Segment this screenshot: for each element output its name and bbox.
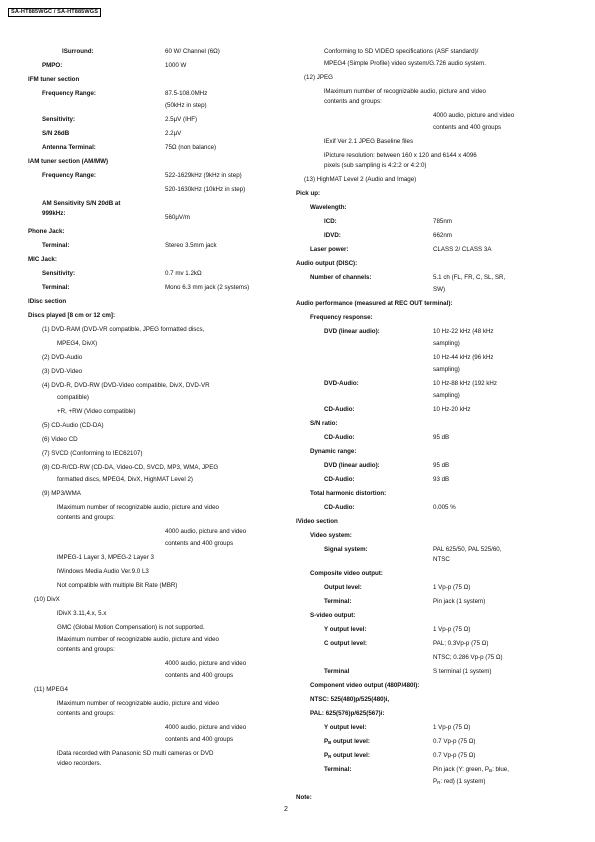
page-number: 2	[284, 806, 288, 813]
spec-line: 1 Vp-p (75 Ω)	[433, 724, 471, 731]
spec-line: Discs played [8 cm or 12 cm]:	[28, 312, 116, 319]
spec-line: DVD (linear audio):	[324, 462, 380, 469]
spec-line: sampling)	[433, 340, 460, 347]
spec-line: 560μV/m	[165, 214, 190, 221]
spec-line: (12) JPEG	[304, 74, 333, 81]
spec-line: DVD (linear audio):	[324, 328, 380, 335]
spec-line: Stereo 3.5mm jack	[165, 242, 217, 249]
spec-line: Output level:	[324, 584, 362, 591]
spec-line: S/N ratio:	[310, 420, 338, 427]
spec-line: lMPEG-1 Layer 3, MPEG-2 Layer 3	[57, 554, 154, 561]
spec-line: Video system:	[310, 532, 352, 539]
spec-line: $P_B$ output level:	[324, 738, 370, 745]
spec-line: video recorders.	[57, 760, 102, 767]
spec-line: Mono 6.3 mm jack (2 systems)	[165, 284, 250, 291]
spec-line: (4) DVD-R, DVD-RW (DVD-Video compatible, DivX, DVD-VR	[42, 382, 210, 389]
spec-line: 1000 W	[165, 62, 187, 69]
spec-line: MPEG4, DivX)	[57, 340, 98, 347]
spec-line: NTSC; 0.286 Vp-p (75 Ω)	[433, 654, 503, 661]
spec-line: Phone Jack:	[28, 228, 65, 235]
spec-line: NTSC	[433, 556, 450, 563]
spec-line: Frequency Range:	[42, 90, 96, 97]
spec-line: lDVD:	[324, 232, 341, 239]
spec-line: (2) DVD-Audio	[42, 354, 83, 361]
spec-line: CD-Audio:	[324, 476, 355, 483]
spec-line: Conforming to SD VIDEO specifications (ASF standard)/	[324, 48, 479, 55]
spec-line: PMPO:	[42, 62, 63, 69]
spec-line: 4000 audio, picture and video	[165, 528, 247, 535]
spec-line: Terminal:	[42, 284, 70, 291]
spec-line: Terminal:	[42, 242, 70, 249]
spec-line: sampling)	[433, 392, 460, 399]
spec-line: lSurround:	[62, 48, 94, 55]
spec-line: Sensitivity:	[42, 270, 76, 277]
spec-line: Total harmonic distortion:	[310, 490, 387, 497]
spec-line: 4000 audio, picture and video	[165, 660, 247, 667]
spec-line: lCD:	[324, 218, 337, 225]
spec-line: Wavelength:	[310, 204, 347, 211]
spec-line: 1 Vp-p (75 Ω)	[433, 584, 471, 591]
spec-line: CD-Audio:	[324, 406, 355, 413]
spec-line: PAL; 0.3Vp-p (75 Ω)	[433, 640, 489, 647]
spec-line: 785nm	[433, 218, 452, 225]
spec-line: +R, +RW (Video compatible)	[57, 408, 136, 415]
spec-line: Terminal	[324, 668, 350, 675]
spec-line: Y output level:	[324, 724, 367, 731]
spec-line: (10) DivX	[34, 596, 60, 603]
spec-line: 10 Hz-22 kHz (48 kHz	[433, 328, 494, 335]
spec-line: (7) SVCD (Conforming to IEC62107)	[42, 450, 143, 457]
spec-line: 999kHz:	[42, 210, 66, 217]
spec-line: lMaximum number of recognizable audio, picture and video	[324, 88, 486, 95]
model-header-tag: SA-HT885WGC / SA-HT885WGS	[8, 8, 101, 17]
spec-line: lAM tuner section (AM/MW)	[28, 158, 109, 165]
spec-line: lMaximum number of recognizable audio, picture and video	[57, 504, 219, 511]
spec-line: (50kHz in step)	[165, 102, 207, 109]
spec-line: 662nm	[433, 232, 452, 239]
spec-line: Terminal:	[324, 766, 352, 773]
spec-line: 87.5-108.0MHz	[165, 90, 208, 97]
spec-line: lMaximum number of recognizable audio, picture and video	[57, 700, 219, 707]
spec-line: lPicture resolution: between 160 x 120 and 6144 x 4096	[324, 152, 477, 159]
spec-line: lDivX 3.11,4.x, 5.x	[57, 610, 107, 617]
spec-line: 93 dB	[433, 476, 450, 483]
spec-line: DVD-Audio:	[324, 380, 359, 387]
spec-line: S terminal (1 system)	[433, 668, 492, 675]
spec-line: NTSC: 525(480)p/525(480)i,	[310, 696, 390, 703]
spec-line: S/N 26dB	[42, 130, 70, 137]
spec-line: 75Ω (non balance)	[165, 144, 217, 151]
spec-line: lExif Ver 2.1 JPEG Baseline files	[324, 138, 414, 145]
spec-line: GMC (Global Motion Compensation) is not supported.	[57, 624, 205, 631]
spec-line: (1) DVD-RAM (DVD-VR compatible, JPEG formatted discs,	[42, 326, 205, 333]
spec-line: (9) MP3/WMA	[42, 490, 81, 497]
spec-line: contents and groups:	[57, 514, 115, 521]
spec-line: Pin jack (1 system)	[433, 598, 486, 605]
spec-line: Laser power:	[310, 246, 349, 253]
spec-line: 60 W/ Channel (6Ω)	[165, 48, 220, 55]
spec-line: compatible)	[57, 394, 89, 401]
spec-line: CD-Audio:	[324, 434, 355, 441]
spec-line: C output level:	[324, 640, 367, 647]
spec-line: 0.005 %	[433, 504, 456, 511]
spec-line: CD-Audio:	[324, 504, 355, 511]
spec-line: SW)	[433, 286, 446, 293]
spec-line: 95 dB	[433, 434, 450, 441]
spec-line: contents and groups:	[324, 98, 382, 105]
spec-line: (5) CD-Audio (CD-DA)	[42, 422, 104, 429]
spec-line: Pick up:	[296, 190, 321, 197]
spec-line: lData recorded with Panasonic SD multi cameras or DVD	[57, 750, 214, 757]
spec-line: 5.1 ch (FL, FR, C, SL, SR,	[433, 274, 506, 281]
spec-line: lWindows Media Audio Ver.9.0 L3	[57, 568, 149, 575]
spec-line: Component video output (480P/480I):	[310, 682, 420, 689]
spec-line: Sensitivity:	[42, 116, 76, 123]
spec-line: PAL: 625(576)p/625(567)i:	[310, 710, 385, 717]
spec-line: 4000 audio, picture and video	[433, 112, 515, 119]
spec-line: 10 Hz-20 kHz	[433, 406, 471, 413]
spec-line: 520-1630kHz (10kHz in step)	[165, 186, 246, 193]
spec-line: Composite video output:	[310, 570, 383, 577]
spec-line: Y output level:	[324, 626, 367, 633]
spec-line: Frequency Range:	[42, 172, 96, 179]
spec-line: lDisc section	[28, 298, 67, 305]
spec-line: Dynamic range:	[310, 448, 357, 455]
spec-line: contents and 400 groups	[165, 672, 234, 679]
spec-line: 95 dB	[433, 462, 450, 469]
spec-line: Not compatible with multiple Bit Rate (MBR)	[57, 582, 178, 589]
spec-line: Number of channels:	[310, 274, 372, 281]
spec-line: lFM tuner section	[28, 76, 80, 83]
spec-line: 4000 audio, picture and video	[165, 724, 247, 731]
spec-line: formatted discs, MPEG4, DivX, HighMAT Level 2)	[57, 476, 193, 483]
spec-line: Audio output (DISC):	[296, 260, 358, 267]
spec-line: AM Sensitivity S/N 20dB at	[42, 200, 121, 207]
spec-line: (3) DVD-Video	[42, 368, 83, 375]
spec-line: sampling)	[433, 366, 460, 373]
spec-line: 10 Hz-88 kHz (192 kHz	[433, 380, 497, 387]
spec-line: contents and 400 groups	[165, 736, 234, 743]
spec-line: lVideo section	[296, 518, 338, 525]
spec-line: Audio performance (measured at REC OUT terminal):	[296, 300, 453, 307]
spec-line: (13) HighMAT Level 2 (Audio and Image)	[304, 176, 417, 183]
spec-line: $P_R$ output level:	[324, 752, 370, 759]
spec-line: 1 Vp-p (75 Ω)	[433, 626, 471, 633]
spec-line: 10 Hz-44 kHz (96 kHz	[433, 354, 494, 361]
spec-line: contents and groups:	[57, 710, 115, 717]
spec-line: Terminal:	[324, 598, 352, 605]
spec-line: CLASS 2/ CLASS 3A	[433, 246, 492, 253]
spec-line: $P_R$: red) (1 system)	[433, 778, 486, 785]
spec-line: lMaximum number of recognizable audio, picture and video	[57, 636, 219, 643]
spec-line: (8) CD-R/CD-RW (CD-DA, Video-CD, SVCD, MP3, WMA, JPEG	[42, 464, 219, 471]
spec-line: pixels (sub sampling is 4:2:2 or 4:2:0)	[324, 162, 427, 169]
spec-line: contents and 400 groups	[165, 540, 234, 547]
spec-line: 2.5μV (IHF)	[165, 116, 198, 123]
spec-line: PAL 625/50, PAL 525/60,	[433, 546, 502, 553]
spec-line: Pin jack (Y: green, $P_B$: blue,	[433, 766, 509, 773]
spec-line: 522-1629kHz (9kHz in step)	[165, 172, 242, 179]
spec-line: (6) Video CD	[42, 436, 78, 443]
spec-line: MIC Jack:	[28, 256, 57, 263]
spec-line: 0.7 Vp-p (75 Ω)	[433, 738, 476, 745]
spec-line: Signal system:	[324, 546, 368, 553]
spec-line: Antenna Terminal:	[42, 144, 96, 151]
spec-line: 0.7 mv 1.2kΩ	[165, 270, 202, 277]
spec-line: contents and 400 groups	[433, 124, 502, 131]
spec-line: S-video output:	[310, 612, 356, 619]
spec-line: 2.2μV	[165, 130, 182, 137]
spec-line: (11) MPEG4	[34, 686, 68, 693]
spec-line: contents and groups:	[57, 646, 115, 653]
spec-line: Note:	[296, 794, 312, 801]
spec-line: Frequency response:	[310, 314, 373, 321]
spec-line: 0.7 Vp-p (75 Ω)	[433, 752, 476, 759]
spec-line: MPEG4 (Simple Profile) video system/G.726 audio system.	[324, 60, 486, 67]
